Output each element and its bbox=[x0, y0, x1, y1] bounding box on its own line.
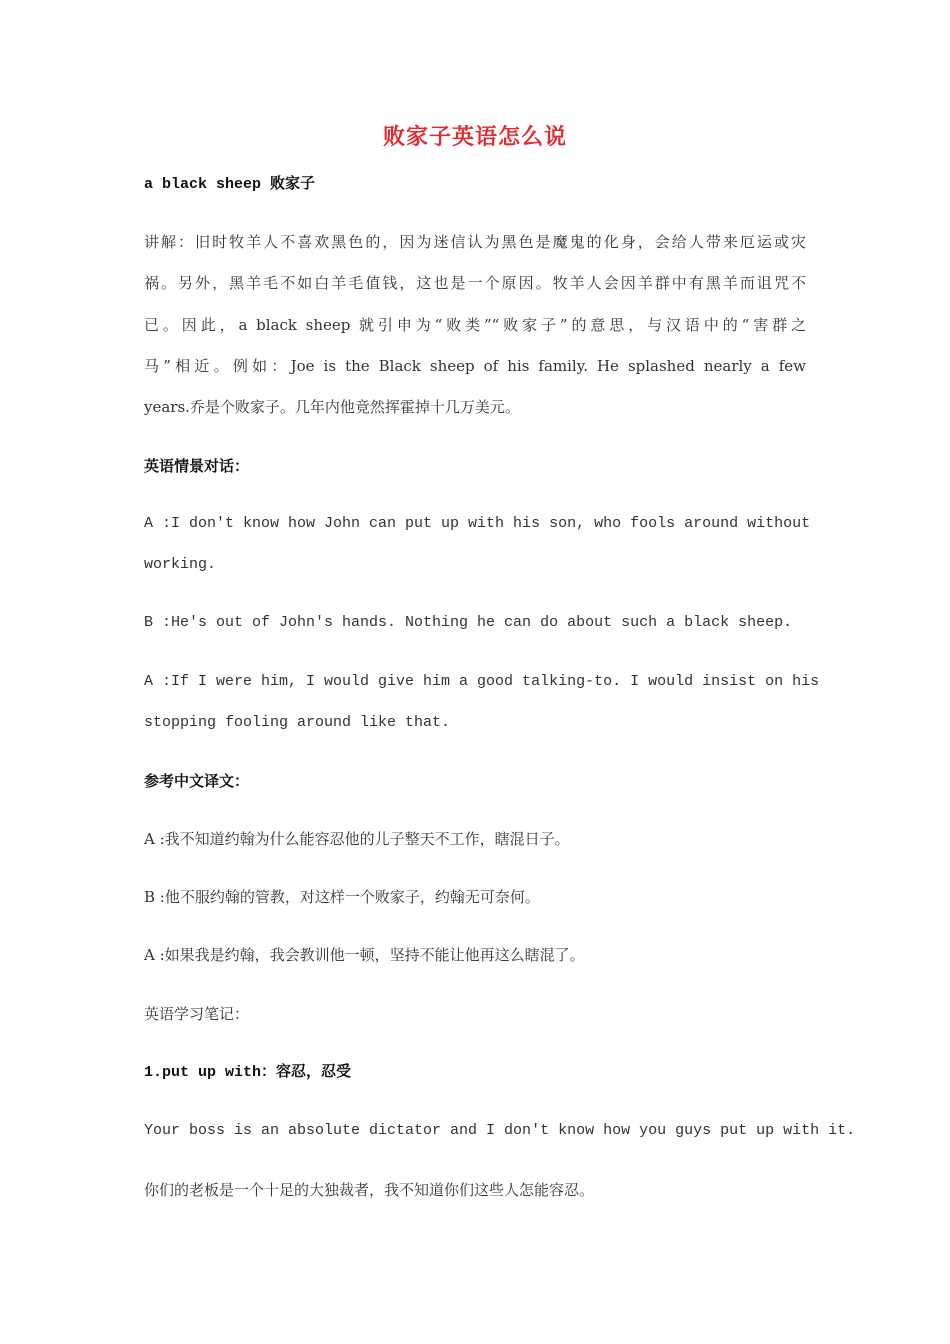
dialogue-a2-line-2: stopping fooling around like that. bbox=[144, 714, 451, 731]
translation-a2: A :如果我是约翰，我会教训他一顿，坚持不能让他再这么瞎混了。 bbox=[144, 946, 585, 964]
note-1-example-en: Your boss is an absolute dictator and I don't know how you guys put up with it. bbox=[144, 1122, 856, 1139]
explanation-line-3: 已。因此，a black sheep 就引申为“败类”“败家子”的意思，与汉语中的“害群之 bbox=[144, 316, 806, 334]
translation-heading: 参考中文译文： bbox=[144, 772, 250, 790]
explanation-line-4: 马”相近。例如：Joe is the Black sheep of his family. He splashed nearly a few bbox=[144, 357, 806, 375]
dialogue-heading: 英语情景对话： bbox=[144, 457, 250, 475]
notes-heading: 英语学习笔记： bbox=[144, 1005, 250, 1023]
dialogue-a1-line-1: A :I don't know how John can put up with his son, who fools around without bbox=[144, 515, 811, 532]
note-1-example-zh: 你们的老板是一个十足的大独裁者，我不知道你们这些人怎能容忍。 bbox=[144, 1181, 595, 1199]
translation-b1: B :他不服约翰的管教，对这样一个败家子，约翰无可奈何。 bbox=[144, 888, 540, 906]
section-heading: a black sheep 败家子 bbox=[144, 176, 316, 193]
dialogue-b1: B :He's out of John's hands. Nothing he can do about such a black sheep. bbox=[144, 614, 793, 631]
dialogue-a2-line-1: A :If I were him, I would give him a good talking-to. I would insist on his bbox=[144, 673, 820, 690]
note-1-heading: 1.put up with：容忍，忍受 bbox=[144, 1064, 352, 1081]
page-title: 败家子英语怎么说 bbox=[382, 124, 567, 150]
explanation-line-2: 祸。另外，黑羊毛不如白羊毛值钱，这也是一个原因。牧羊人会因羊群中有黑羊而诅咒不 bbox=[144, 274, 806, 292]
explanation-line-1: 讲解：旧时牧羊人不喜欢黑色的，因为迷信认为黑色是魔鬼的化身，会给人带来厄运或灾 bbox=[144, 233, 806, 251]
explanation-line-5: years.乔是个败家子。几年内他竟然挥霍掉十几万美元。 bbox=[144, 398, 520, 416]
dialogue-a1-line-2: working. bbox=[144, 556, 217, 573]
translation-a1: A :我不知道约翰为什么能容忍他的儿子整天不工作，瞎混日子。 bbox=[144, 830, 570, 848]
